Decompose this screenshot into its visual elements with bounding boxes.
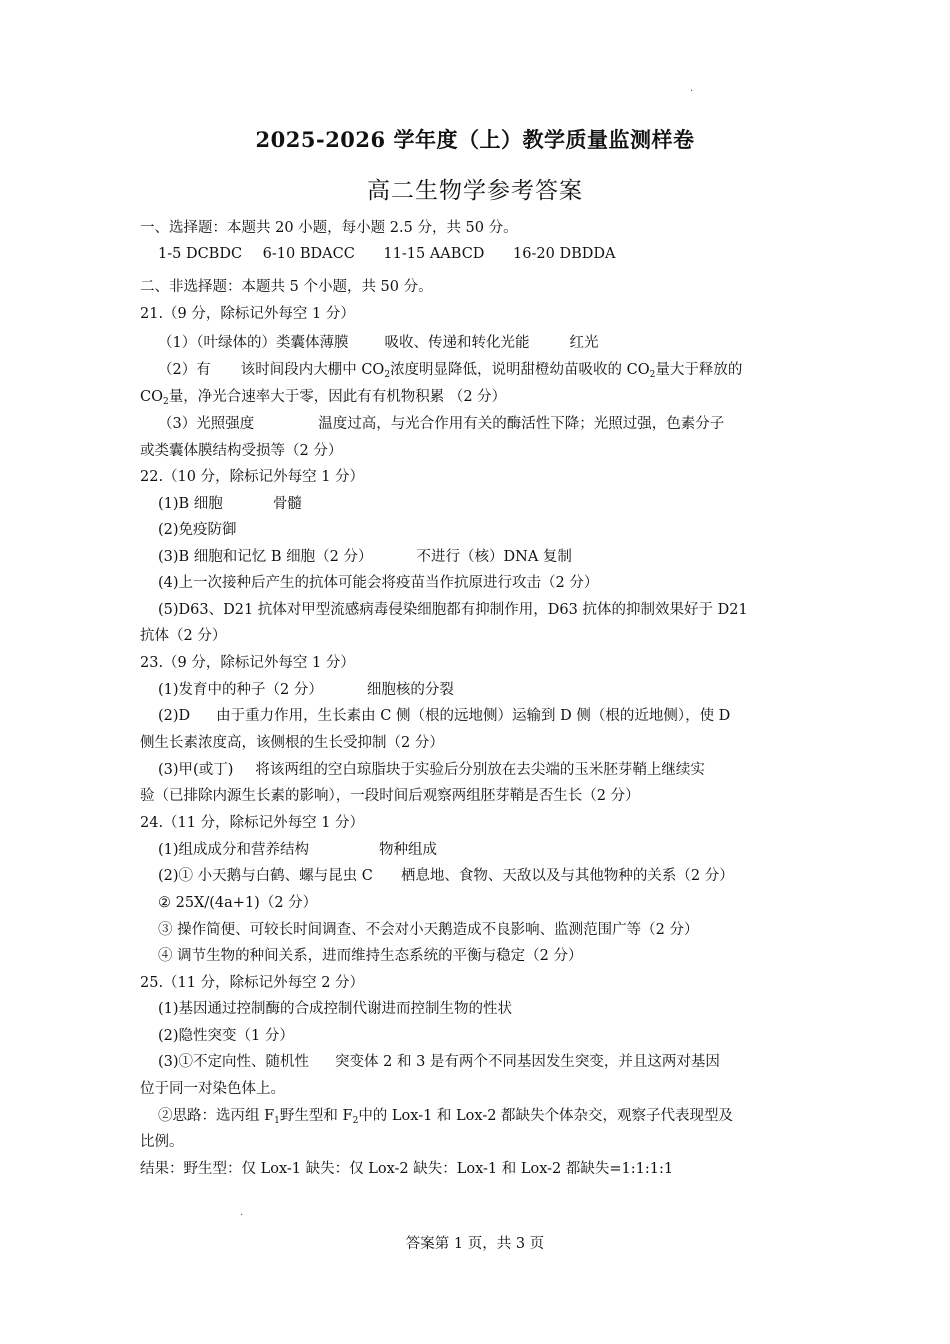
q21-answer-2 bbox=[158, 360, 742, 380]
mc-answers bbox=[158, 244, 615, 264]
answer-text: (3)甲(或丁) bbox=[158, 762, 234, 778]
q22-answer-5: (5)D63、D21 抗体对甲型流感病毒侵染细胞都有抑制作用，D63 抗体的抑制效果好于 D21 bbox=[158, 602, 748, 618]
answer-text: 浓度明显降低，说明甜橙幼苗吸收的 CO bbox=[390, 362, 650, 378]
q23-answer-1 bbox=[158, 680, 454, 700]
answer-text: (1)组成成分和营养结构 bbox=[158, 842, 310, 858]
subscript: 2 bbox=[384, 370, 391, 380]
q21-answer-2-cont bbox=[140, 387, 506, 407]
answer-text: (1)B 细胞 bbox=[158, 496, 223, 512]
q23-answer-2-cont: 侧生长素浓度高，该侧根的生长受抑制（2 分） bbox=[140, 735, 444, 751]
answer-text: 野生型和 F bbox=[279, 1108, 353, 1124]
answer-text: 突变体 2 和 3 是有两个不同基因发生突变，并且这两对基因 bbox=[335, 1054, 720, 1070]
page-title: 2025-2026 学年度（上）教学质量监测样卷 bbox=[255, 127, 695, 152]
q25-answer-3 bbox=[158, 1052, 720, 1072]
q21-heading: 21.（9 分，除标记外每空 1 分） bbox=[140, 306, 355, 322]
q23-answer-3-cont: 验（已排除内源生长素的影响），一段时间后观察两组胚芽鞘是否生长（2 分） bbox=[140, 788, 640, 804]
mc-answer-group: 11-15 AABCD bbox=[383, 246, 485, 262]
subscript: 1 bbox=[274, 1116, 280, 1126]
q24-answer-2-ii: ② 25X/(4a+1)（2 分） bbox=[158, 895, 318, 911]
mc-answer-group: 1-5 DCBDC bbox=[158, 246, 243, 262]
q22-answer-2: (2)免疫防御 bbox=[158, 522, 237, 538]
q23-answer-3 bbox=[158, 760, 705, 780]
q22-answer-4: (4)上一次接种后产生的抗体可能会将疫苗当作抗原进行攻击（2 分） bbox=[158, 575, 599, 591]
q25-answer-4-cont: 比例。 bbox=[140, 1134, 184, 1150]
q24-answer-1 bbox=[158, 840, 437, 860]
page-subtitle: 高二生物学参考答案 bbox=[367, 178, 583, 204]
answer-text: 物种组成 bbox=[379, 842, 438, 858]
q21-answer-3-cont: 或类囊体膜结构受损等（2 分） bbox=[140, 443, 343, 459]
mc-answer-group: 6-10 BDACC bbox=[262, 246, 355, 262]
answer-text: 骨髓 bbox=[272, 496, 302, 512]
q25-answer-1: (1)基因通过控制酶的合成控制代谢进而控制生物的性状 bbox=[158, 1001, 513, 1017]
answer-text: CO bbox=[140, 389, 163, 405]
page-footer: 答案第 1 页，共 3 页 bbox=[405, 1236, 545, 1252]
subscript: 2 bbox=[162, 397, 169, 407]
q23-heading: 23.（9 分，除标记外每空 1 分） bbox=[140, 655, 355, 671]
q25-result: 结果：野生型：仅 Lox-1 缺失：仅 Lox-2 缺失：Lox-1 和 Lox-2 都缺失=1:1:1:1 bbox=[140, 1161, 674, 1177]
q25-answer-3-cont: 位于同一对染色体上。 bbox=[140, 1081, 285, 1097]
answer-text: 将该两组的空白琼脂块于实验后分别放在去尖端的玉米胚芽鞘上继续实 bbox=[255, 762, 705, 778]
q21-answer-1 bbox=[158, 333, 598, 353]
subscript: 2 bbox=[352, 1116, 359, 1126]
q21-answer-3 bbox=[158, 414, 724, 434]
answer-text: （1）（叶绿体的）类囊体薄膜 bbox=[158, 335, 349, 351]
answer-text: 红光 bbox=[569, 335, 599, 351]
answer-text: 由于重力作用，生长素由 C 侧（根的远地侧）运输到 D 侧（根的近地侧），使 D bbox=[216, 708, 731, 724]
scan-dot: · bbox=[690, 86, 694, 97]
answer-text: 量，净光合速率大于零，因此有有机物积累 （2 分） bbox=[168, 389, 507, 405]
scan-dot: · bbox=[240, 1210, 244, 1221]
section2-heading: 二、非选择题：本题共 5 个小题，共 50 分。 bbox=[140, 279, 433, 295]
q24-answer-2 bbox=[158, 866, 734, 886]
q23-answer-2 bbox=[158, 706, 730, 726]
q24-answer-2-iv: ④ 调节生物的种间关系，进而维持生态系统的平衡与稳定（2 分） bbox=[158, 948, 583, 964]
q25-answer-4 bbox=[158, 1106, 733, 1126]
answer-text: (2)① 小天鹅与白鹤、螺与昆虫 C bbox=[158, 868, 373, 884]
answer-text: (1)发育中的种子（2 分） bbox=[158, 682, 323, 698]
subscript: 2 bbox=[649, 370, 656, 380]
answer-text: 栖息地、食物、天敌以及与其他物种的关系（2 分） bbox=[400, 868, 734, 884]
q25-heading: 25.（11 分，除标记外每空 2 分） bbox=[140, 975, 365, 991]
answer-text: 该时间段内大棚中 CO bbox=[240, 362, 385, 378]
answer-text: (3)①不定向性、随机性 bbox=[158, 1054, 310, 1070]
answer-text: (3)B 细胞和记忆 B 细胞（2 分） bbox=[158, 549, 373, 565]
answer-text: 不进行（核）DNA 复制 bbox=[416, 549, 572, 565]
answer-text: 中的 Lox-1 和 Lox-2 都缺失个体杂交，观察子代表现型及 bbox=[358, 1108, 734, 1124]
q24-answer-2-iii: ③ 操作简便、可较长时间调查、不会对小天鹅造成不良影响、监测范围广等（2 分） bbox=[158, 922, 699, 938]
answer-text: 细胞核的分裂 bbox=[366, 682, 454, 698]
mc-answer-group: 16-20 DBDDA bbox=[513, 246, 616, 262]
q22-heading: 22.（10 分，除标记外每空 1 分） bbox=[140, 469, 365, 485]
answer-text: 温度过高，与光合作用有关的酶活性下降；光照过强，色素分子 bbox=[318, 416, 725, 432]
q24-heading: 24.（11 分，除标记外每空 1 分） bbox=[140, 815, 365, 831]
q25-answer-2: (2)隐性突变（1 分） bbox=[158, 1028, 294, 1044]
q22-answer-1 bbox=[158, 494, 302, 514]
answer-text: ②思路：选丙组 F bbox=[158, 1108, 275, 1124]
answer-text: 吸收、传递和转化光能 bbox=[384, 335, 530, 351]
q22-answer-5-cont: 抗体（2 分） bbox=[140, 628, 227, 644]
answer-text: （2）有 bbox=[158, 362, 211, 378]
answer-text: （3）光照强度 bbox=[158, 416, 255, 432]
answer-text: 量大于释放的 bbox=[655, 362, 743, 378]
q22-answer-3 bbox=[158, 547, 572, 567]
section1-heading: 一、选择题：本题共 20 小题，每小题 2.5 分，共 50 分。 bbox=[140, 220, 518, 236]
answer-text: (2)D bbox=[158, 708, 191, 724]
